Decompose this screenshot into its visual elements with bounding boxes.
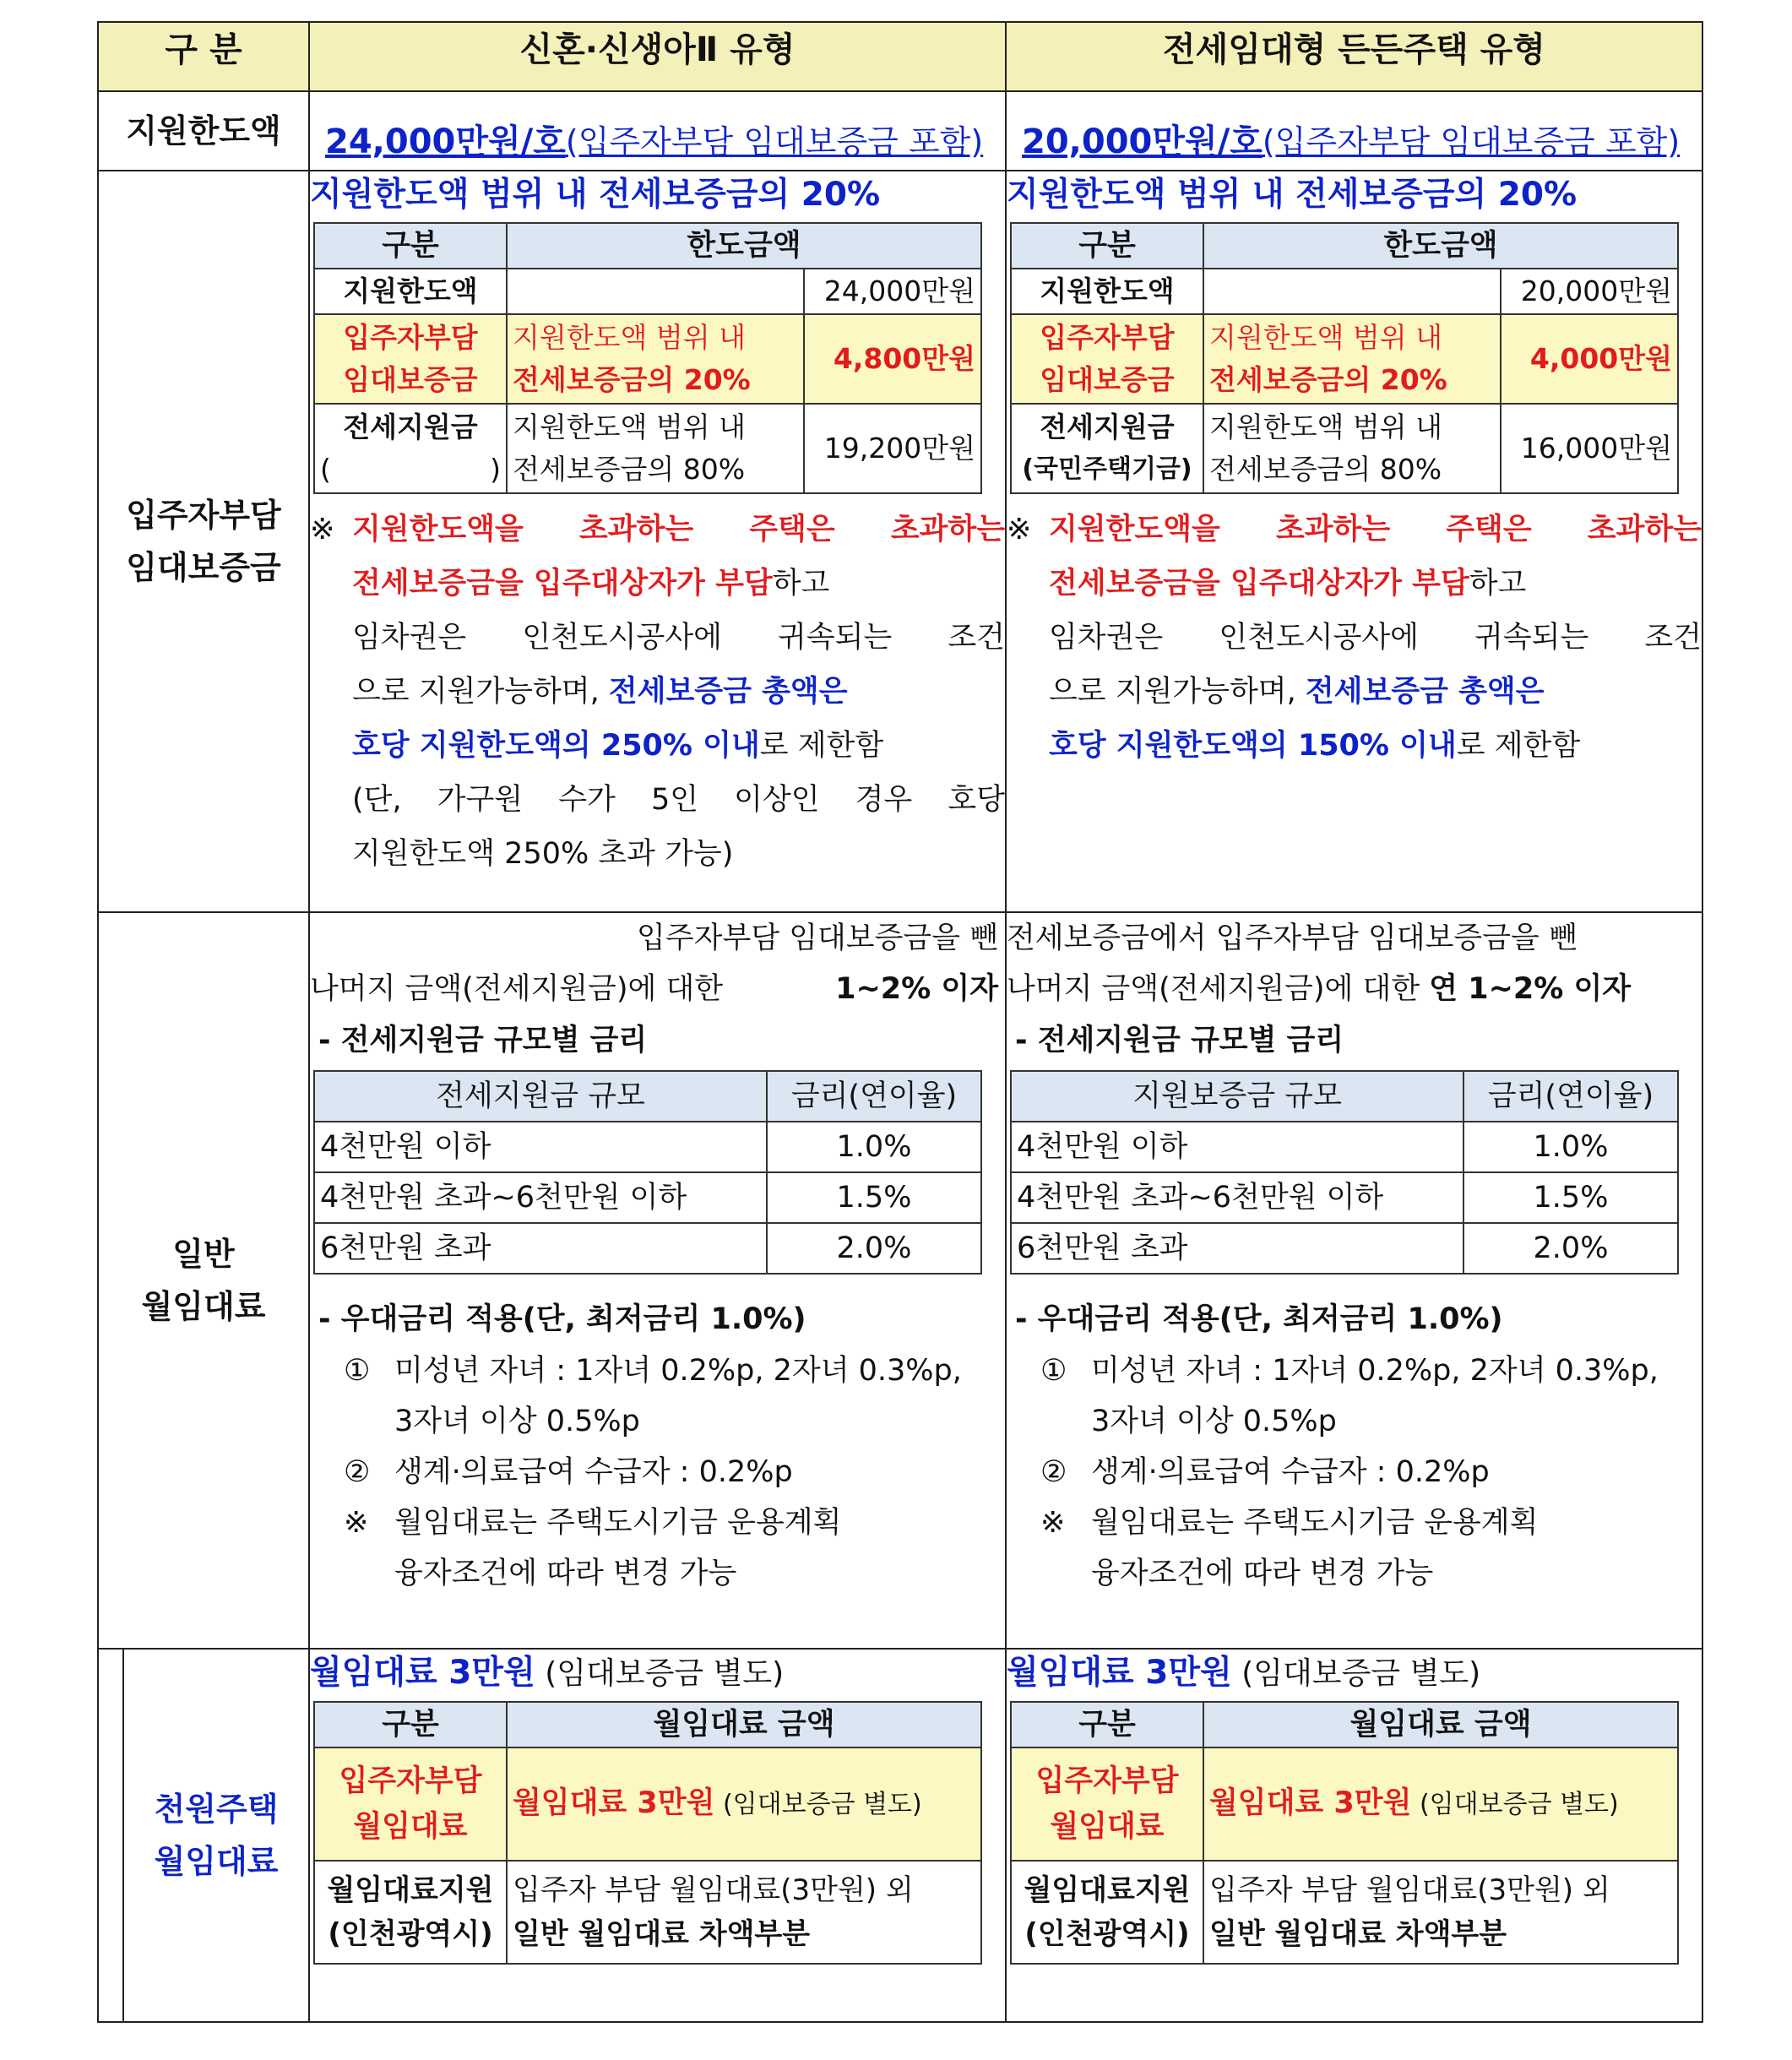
rent-a-th-rate: 금리(연이율) xyxy=(767,1071,981,1122)
deposit-a-note: ※ 지원한도액을 초과하는 주택은 초과하는 전세보증금을 입주대상자가 부담하고 임차권은 인천도시공사에 귀속되는 조건 으로 지원가능하며, 전세보증금 총액은 호당 지원한도액의 250% 이내로 제한함 (단, 가구원 수가 5인 이상인 경우 호당 지원한도액 250% 초과 가능) xyxy=(310,503,1005,881)
deposit-b-r2-desc: 지원한도액 범위 내 전세보증금의 20% xyxy=(1203,314,1501,404)
deposit-label xyxy=(98,171,309,912)
deposit-label-line2: 임대보증금 xyxy=(126,549,281,586)
rent-row xyxy=(98,912,1702,1649)
deposit-a-r3-label: 전세지원금 ( ) xyxy=(314,404,507,493)
header-jeonse-type: 전세임대형 든든주택 유형 xyxy=(1006,22,1702,91)
deposit-a-r2-value: 4,800만원 xyxy=(804,314,981,404)
deposit-a-headline: 지원한도액 범위 내 전세보증금의 20% xyxy=(310,176,881,214)
limit-a-amount: 24,000만원/호 xyxy=(325,122,566,161)
rent-b-sub1: - 전세지원금 규모별 금리 xyxy=(1015,1024,1344,1057)
rent-a-item3b: 융자조건에 따라 변경 가능 xyxy=(394,1557,737,1590)
cheonwon-b-table xyxy=(1010,1701,1679,1965)
rent-b-rate-table xyxy=(1010,1070,1679,1275)
cheonwon-b-r2-label: 월임대료지원 (인천광역시) xyxy=(1011,1861,1203,1964)
deposit-a-r3-value: 19,200만원 xyxy=(804,404,981,493)
rent-b-item3: ※ 월임대료는 주택도시기금 운용계획 xyxy=(1040,1506,1539,1540)
table-row: 4천만원 이하 1.0% xyxy=(1011,1122,1678,1172)
deposit-b-r3-desc: 지원한도액 범위 내 전세보증금의 80% xyxy=(1203,404,1501,493)
table-row: 6천만원 초과 2.0% xyxy=(314,1223,981,1274)
deposit-label-line1: 입주자부담 xyxy=(126,497,281,534)
cheonwon-b-r2-desc: 입주자 부담 월임대료(3만원) 외 일반 월임대료 차액부분 xyxy=(1203,1861,1678,1964)
deposit-b-headline: 지원한도액 범위 내 전세보증금의 20% xyxy=(1007,176,1578,214)
limit-row xyxy=(98,91,1702,171)
deposit-b-r1-label: 지원한도액 xyxy=(1011,269,1203,314)
limit-a-note: (입주자부담 임대보증금 포함) xyxy=(565,122,984,160)
cheonwon-a-r2-label: 월임대료지원 (인천광역시) xyxy=(314,1861,507,1964)
cheonwon-b xyxy=(1006,1649,1702,2022)
deposit-a-r1-value: 24,000만원 xyxy=(804,269,981,314)
header-category: 구 분 xyxy=(98,22,309,91)
support-table xyxy=(97,21,1703,2023)
deposit-b-note: ※ 지원한도액을 초과하는 주택은 초과하는 전세보증금을 입주대상자가 부담하고 임차권은 인천도시공사에 귀속되는 조건 으로 지원가능하며, 전세보증금 총액은 호당 지원한도액의 150% 이내로 제한함 xyxy=(1007,503,1702,773)
rent-b-line2: 나머지 금액(전세지원금)에 대한 연 1~2% 이자 xyxy=(1007,972,1632,1006)
cheonwon-label-line1: 천원주택 xyxy=(154,1791,279,1828)
rent-a-item3: ※ 월임대료는 주택도시기금 운용계획 xyxy=(344,1506,842,1540)
deposit-a-r2-label: 입주자부담 임대보증금 xyxy=(314,314,507,404)
rent-a-item1: ① 미성년 자녀 : 1자녀 0.2%p, 2자녀 0.3%p, xyxy=(344,1354,962,1388)
cheonwon-a-r2-desc: 입주자 부담 월임대료(3만원) 외 일반 월임대료 차액부분 xyxy=(507,1861,981,1964)
deposit-b-r2-label: 입주자부담 임대보증금 xyxy=(1011,314,1203,404)
rent-a-sub2: - 우대금리 적용(단, 최저금리 1.0%) xyxy=(318,1302,806,1336)
rent-b-item3b: 융자조건에 따라 변경 가능 xyxy=(1091,1557,1434,1590)
limit-label: 지원한도액 xyxy=(98,91,309,171)
cheonwon-b-headline: 월임대료 3만원 (임대보증금 별도) xyxy=(1007,1654,1481,1692)
rent-a-line1: 입주자부담 임대보증금을 뺀 xyxy=(637,921,998,955)
rent-a-line2: 나머지 금액(전세지원금)에 대한 1~2% 이자 xyxy=(310,972,998,1006)
rent-b-line1: 전세보증금에서 입주자부담 임대보증금을 뺀 xyxy=(1007,921,1578,955)
cheonwon-row xyxy=(98,1649,1702,2022)
cheonwon-label xyxy=(122,1650,308,2021)
table-row: 4천만원 초과~6천만원 이하 1.5% xyxy=(314,1172,981,1223)
deposit-b xyxy=(1006,171,1702,912)
cheonwon-a-headline: 월임대료 3만원 (임대보증금 별도) xyxy=(310,1654,785,1692)
limit-a xyxy=(309,91,1006,171)
deposit-b-r3-value: 16,000만원 xyxy=(1501,404,1678,493)
deposit-b-table xyxy=(1010,222,1679,494)
deposit-b-r1-value: 20,000만원 xyxy=(1501,269,1678,314)
rent-b-item1b: 3자녀 이상 0.5%p xyxy=(1091,1405,1337,1438)
rent-b-sub2: - 우대금리 적용(단, 최저금리 1.0%) xyxy=(1015,1302,1503,1336)
rent-label-line1: 일반 xyxy=(172,1236,235,1273)
rent-a-th-range: 전세지원금 규모 xyxy=(314,1071,767,1122)
cheonwon-b-r1-desc: 월임대료 3만원 (임대보증금 별도) xyxy=(1203,1747,1678,1861)
rent-a xyxy=(309,912,1006,1649)
rent-b-item2: ② 생계·의료급여 수급자 : 0.2%p xyxy=(1040,1455,1490,1489)
deposit-a-r2-desc: 지원한도액 범위 내 전세보증금의 20% xyxy=(507,314,804,404)
table-row: 6천만원 초과 2.0% xyxy=(1011,1223,1678,1274)
table-row: 4천만원 이하 1.0% xyxy=(314,1122,981,1172)
deposit-b-note-mark: ※ xyxy=(1007,513,1032,546)
deposit-b-r3-label: 전세지원금 (국민주택기금) xyxy=(1011,404,1203,493)
rent-b xyxy=(1006,912,1702,1649)
deposit-b-r2-value: 4,000만원 xyxy=(1501,314,1678,404)
limit-b xyxy=(1006,91,1702,171)
deposit-row xyxy=(98,171,1702,912)
rent-b-item1: ① 미성년 자녀 : 1자녀 0.2%p, 2자녀 0.3%p, xyxy=(1040,1354,1659,1388)
cheonwon-b-r1-label: 입주자부담 월임대료 xyxy=(1011,1747,1203,1861)
deposit-a-table xyxy=(313,222,982,494)
header-row xyxy=(98,22,1702,91)
rent-label xyxy=(98,912,309,1649)
deposit-a xyxy=(309,171,1006,912)
rent-a-sub1: - 전세지원금 규모별 금리 xyxy=(318,1024,648,1057)
cheonwon-a-r1-label: 입주자부담 월임대료 xyxy=(314,1747,507,1861)
cheonwon-label-cell xyxy=(98,1649,309,2022)
table-row: 4천만원 초과~6천만원 이하 1.5% xyxy=(1011,1172,1678,1223)
cheonwon-b-th-category: 구분 xyxy=(1011,1702,1203,1747)
cheonwon-a xyxy=(309,1649,1006,2022)
limit-b-amount: 20,000만원/호 xyxy=(1022,122,1263,161)
cheonwon-a-table xyxy=(313,1701,982,1965)
rent-a-item2: ② 생계·의료급여 수급자 : 0.2%p xyxy=(344,1455,793,1489)
cheonwon-b-th-amount: 월임대료 금액 xyxy=(1203,1702,1678,1747)
deposit-b-th-category: 구분 xyxy=(1011,223,1203,269)
deposit-a-r3-desc: 지원한도액 범위 내 전세보증금의 80% xyxy=(507,404,804,493)
cheonwon-a-th-amount: 월임대료 금액 xyxy=(507,1702,981,1747)
rent-b-th-range: 지원보증금 규모 xyxy=(1011,1071,1463,1122)
deposit-a-r1-label: 지원한도액 xyxy=(314,269,507,314)
deposit-b-th-limit: 한도금액 xyxy=(1203,223,1678,269)
header-newlywed-type: 신혼·신생아Ⅱ 유형 xyxy=(309,22,1006,91)
deposit-a-note-mark: ※ xyxy=(310,513,335,546)
cheonwon-a-r1-desc: 월임대료 3만원 (임대보증금 별도) xyxy=(507,1747,981,1861)
cheonwon-a-th-category: 구분 xyxy=(314,1702,507,1747)
cheonwon-label-line2: 월임대료 xyxy=(154,1843,279,1880)
deposit-a-th-limit: 한도금액 xyxy=(507,223,981,269)
rent-label-line2: 월임대료 xyxy=(141,1288,266,1325)
rent-b-th-rate: 금리(연이율) xyxy=(1463,1071,1678,1122)
rent-a-rate-table xyxy=(313,1070,982,1275)
deposit-a-th-category: 구분 xyxy=(314,223,507,269)
limit-b-note: (입주자부담 임대보증금 포함) xyxy=(1262,122,1681,160)
rent-a-item1b: 3자녀 이상 0.5%p xyxy=(394,1405,640,1438)
